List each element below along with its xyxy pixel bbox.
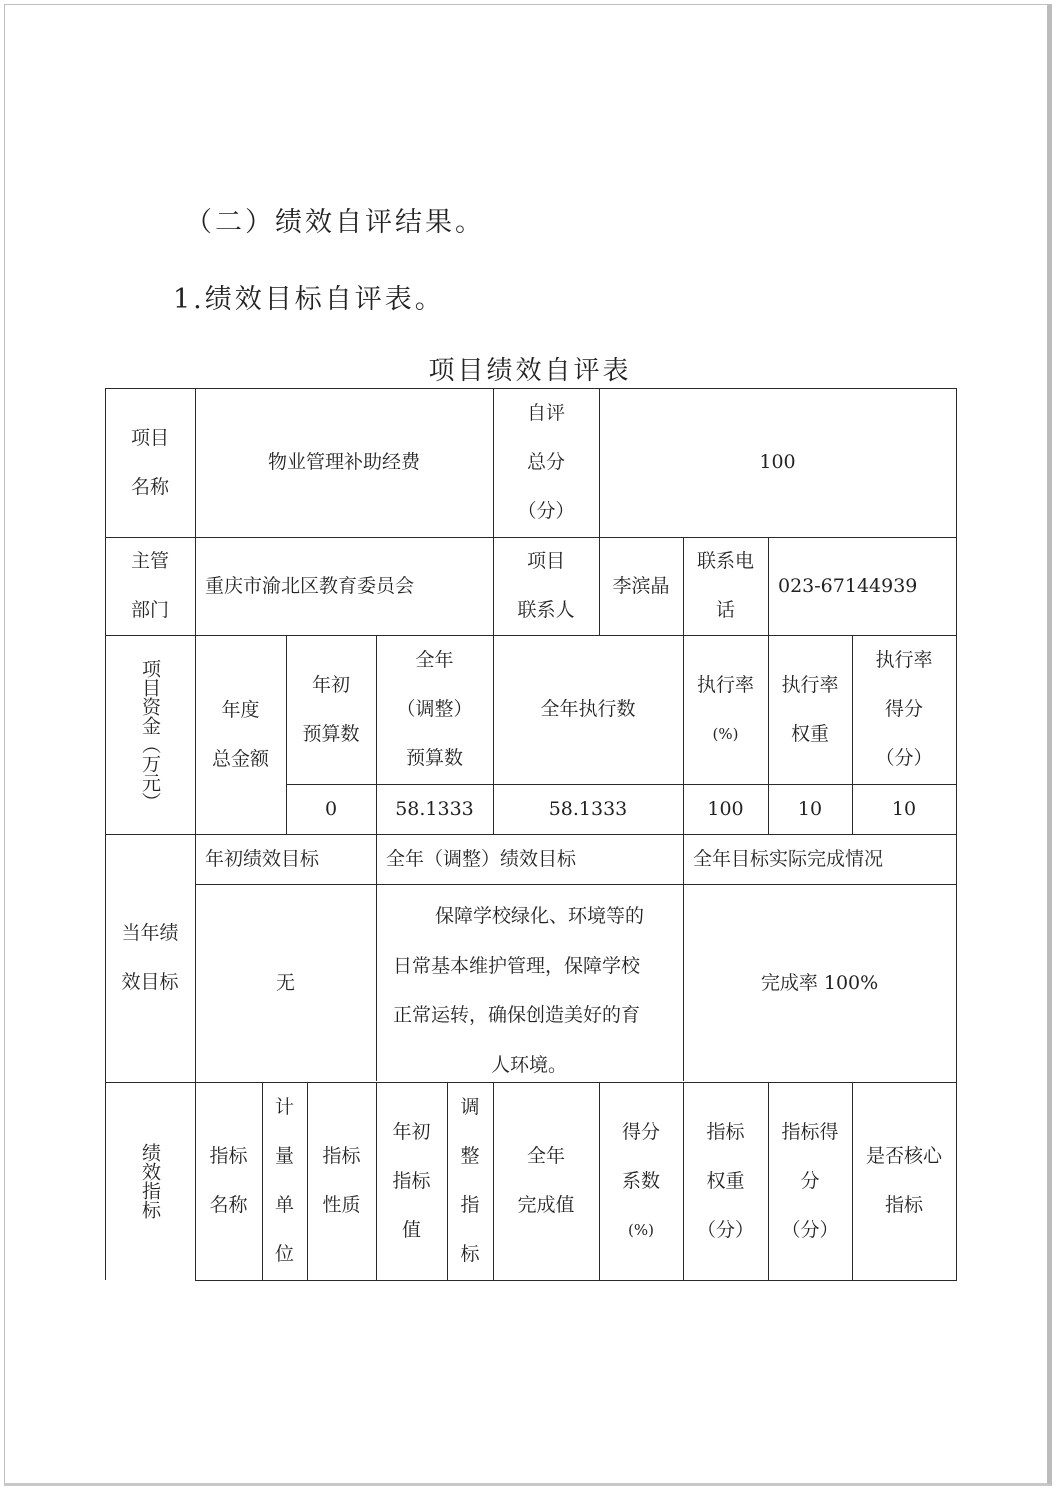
dept-label: 主管 部门 [130,550,169,621]
ind-adjusted-header: 调 整 指 标 [460,1096,480,1265]
contact-value: 李滨晶 [612,574,670,597]
goals-initial-value: 无 [275,971,295,994]
goals-adjusted-value: 保障学校绿化、环境等的 日常基本维护管理，保障学校 正常运转，确保创造美好的育 人环境。 [393,905,645,1076]
goals-actual-value: 完成率 100% [760,971,879,994]
contact-label: 项目 联系人 [517,550,575,621]
funds-adjusted-header: 全年 （调整） 预算数 [396,649,473,769]
ind-score-header: 指标得 分 （分） [781,1120,839,1241]
funds-initial-header: 年初 预算数 [302,673,360,745]
funds-weight-header: 执行率 权重 [781,673,839,745]
indicators-side-label: 绩效指标 [139,1143,161,1219]
funds-side-label: 项目资金（万元） [139,658,161,811]
funds-weight-value: 10 [797,797,823,820]
funds-executed-value: 58.1333 [548,797,628,820]
phone-label: 联系电 话 [696,550,754,621]
phone-value: 023-67144939 [778,574,918,597]
project-name-value: 物业管理补助经费 [267,451,420,473]
ind-initial-header: 年初 指标 值 [392,1120,431,1241]
funds-total-header: 年度 总金额 [211,698,269,770]
project-name-label: 项目 名称 [130,426,169,498]
ind-weight-header: 指标 权重 （分） [696,1120,754,1241]
funds-rate-score-header: 执行率 得分 （分） [875,649,933,769]
ind-completed-header: 全年 完成值 [517,1145,575,1216]
funds-rate-score-value: 10 [891,797,917,820]
goals-side-label: 当年绩 效目标 [121,922,179,993]
ind-core-header: 是否核心 指标 [865,1145,942,1216]
ind-unit-header: 计 量 单 位 [274,1096,294,1265]
dept-value: 重庆市渝北区教育委员会 [205,574,415,597]
ind-name-header: 指标 名称 [209,1145,248,1216]
goals-actual-header: 全年目标实际完成情况 [693,847,884,870]
funds-rate-header: 执行率 (%) [696,673,754,743]
funds-adjusted-value: 58.1333 [395,797,474,820]
goals-initial-header: 年初绩效目标 [205,847,320,870]
self-score-value: 100 [759,451,796,473]
section-heading: （二）绩效自评结果。 [185,207,485,238]
subsection-heading: 1.绩效目标自评表。 [173,284,445,315]
self-score-label: 自评 总分 （分） [517,402,575,522]
ind-nature-header: 指标 性质 [322,1145,361,1216]
funds-executed-header: 全年执行数 [540,698,636,720]
funds-rate-value: 100 [707,797,744,820]
goals-adjusted-header: 全年（调整）绩效目标 [386,847,577,870]
funds-initial-value: 0 [324,797,338,820]
ind-coef-header: 得分 系数 (%) [621,1120,660,1239]
table-caption: 项目绩效自评表 [428,356,632,386]
